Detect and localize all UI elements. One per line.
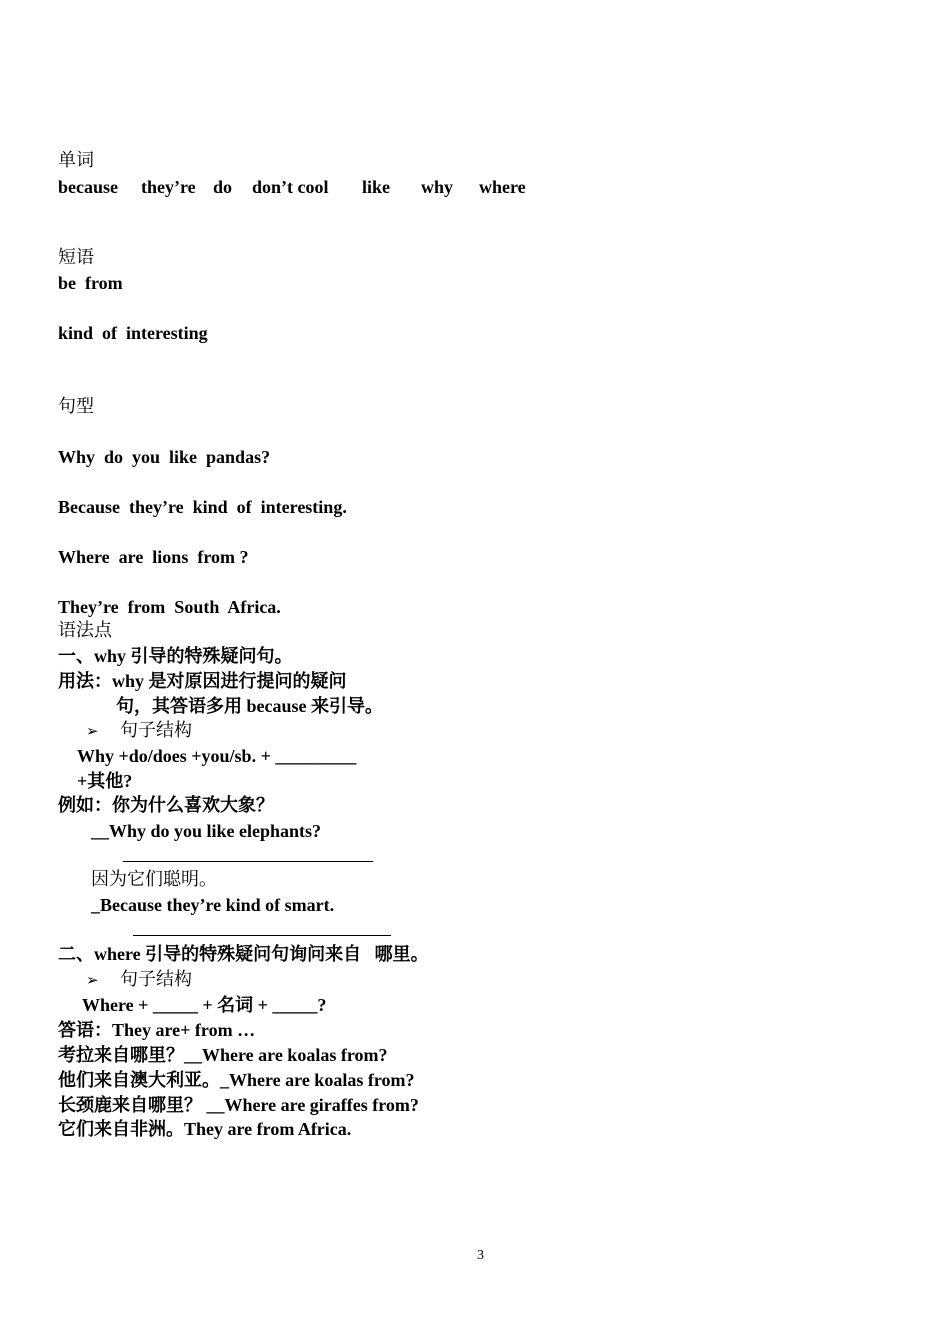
sentence-item: They’re from South Africa. <box>58 597 281 617</box>
where-structure-formula: Where + _____ + 名词 + _____? <box>82 995 327 1015</box>
vocab-word: where <box>479 177 526 197</box>
why-structure-label: 句子结构 <box>120 720 192 741</box>
exercise-line: 它们来自非洲。They are from Africa. <box>58 1119 352 1139</box>
where-structure-label: 句子结构 <box>120 969 192 990</box>
where-section-title: 二、where 引导的特殊疑问句询问来自 哪里。 <box>58 944 429 964</box>
exercise-line: 他们来自澳大利亚。_Where are koalas from? <box>58 1070 415 1090</box>
vocab-word: because <box>58 177 118 197</box>
sentence-item: Where are lions from ? <box>58 547 249 567</box>
arrow-bullet-icon: ➢ <box>86 973 99 989</box>
sentence-item: Because they’re kind of interesting. <box>58 497 347 517</box>
why-usage-line-1: 用法：why 是对原因进行提问的疑问 <box>58 671 347 691</box>
grammar-heading: 语法点 <box>58 620 112 641</box>
why-section-title: 一、why 引导的特殊疑问句。 <box>58 646 293 666</box>
phrase-item: be from <box>58 273 123 293</box>
example-question: __Why do you like elephants? <box>91 821 322 841</box>
sentences-heading: 句型 <box>58 396 94 417</box>
example-label: 例如：你为什么喜欢大象？ <box>58 795 274 815</box>
example-answer: _Because they’re kind of smart. <box>91 895 335 915</box>
phrases-heading: 短语 <box>58 247 94 268</box>
answer-form: 答语：They are+ from … <box>58 1020 256 1040</box>
answer-blank-line <box>133 935 391 936</box>
vocab-word: do <box>213 177 233 197</box>
answer-blank-line <box>123 861 373 862</box>
why-structure-formula-cont: +其他? <box>77 771 133 791</box>
vocab-heading: 单词 <box>58 150 94 171</box>
page-number: 3 <box>477 1248 484 1263</box>
phrase-item: kind of interesting <box>58 323 208 343</box>
why-usage-line-2: 句，其答语多用 because 来引导。 <box>116 696 383 716</box>
exercise-line: 长颈鹿来自哪里？ __Where are giraffes from? <box>58 1095 419 1115</box>
exercise-line: 考拉来自哪里？__Where are koalas from? <box>58 1045 388 1065</box>
sentence-item: Why do you like pandas? <box>58 447 271 467</box>
vocab-word: like <box>362 177 391 197</box>
vocab-word: don’t cool <box>252 177 329 197</box>
why-structure-formula: Why +do/does +you/sb. + _________ <box>77 746 357 766</box>
arrow-bullet-icon: ➢ <box>86 724 99 740</box>
example-answer-cn: 因为它们聪明。 <box>91 869 217 890</box>
vocab-word: why <box>421 177 454 197</box>
vocab-word: they’re <box>141 177 196 197</box>
